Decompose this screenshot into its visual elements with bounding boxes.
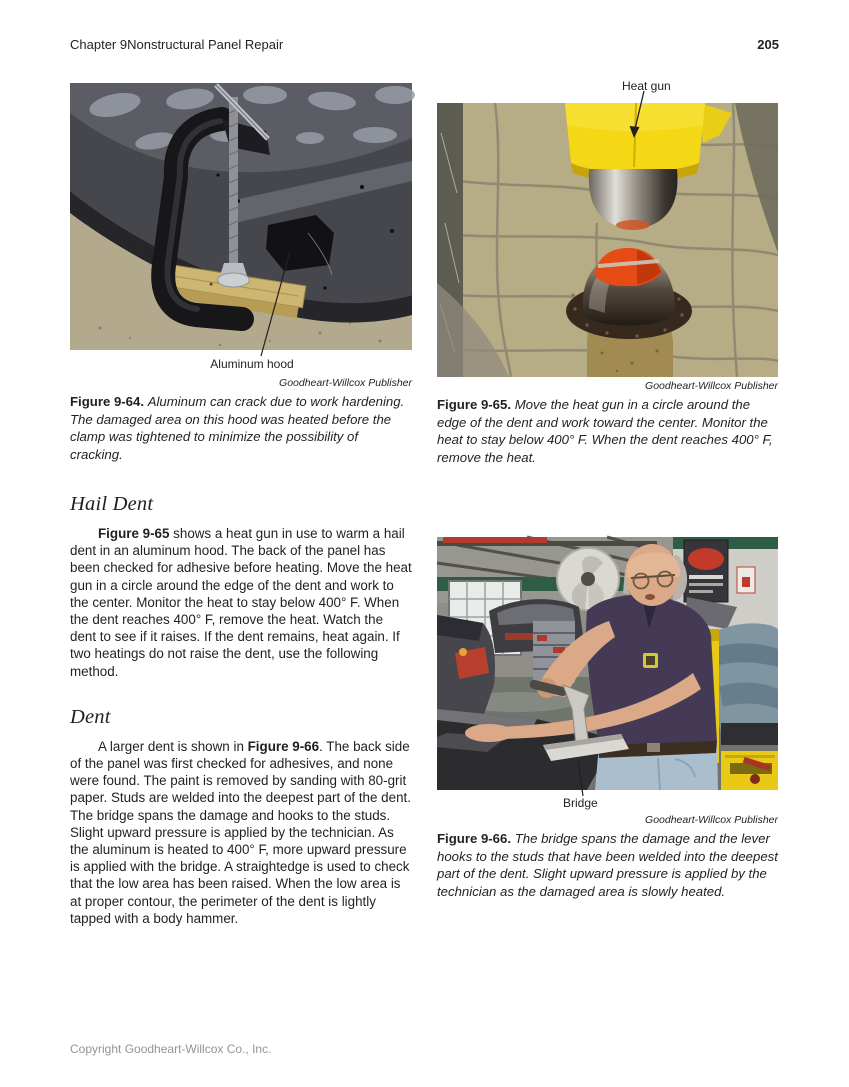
copyright-notice: Copyright Goodheart-Willcox Co., Inc. xyxy=(70,1042,272,1056)
chapter-number: Chapter 9 xyxy=(70,37,128,52)
figure-9-65-photo xyxy=(437,103,778,377)
left-column xyxy=(70,83,412,927)
figure-9-65-caption-number: Figure 9-65. xyxy=(437,397,512,412)
figure-9-66-label-row xyxy=(437,797,778,810)
figure-9-64-caption xyxy=(70,393,412,463)
paragraph-hail-dent: Figure 9-65 shows a heat gun in use to warm a hail dent in an aluminum hood. The back of the panel has been checked for adhesive before heating. Move the heat gun in a circle around the edge of the dent and work to the center. Monitor the heat to stay below 400° F. When the dent reaches 400° F, remove the heat. Watch the dent to see if it raises. If the dent remains, heat again. If two heatings do not raise the dent, use the following method. xyxy=(70,526,412,679)
figure-9-66-caption-number: Figure 9-66. xyxy=(437,831,512,846)
figure-9-65-photo-label: Heat gun xyxy=(622,79,671,93)
figure-9-65-credit: Goodheart-Willcox Publisher xyxy=(645,380,778,392)
heading-hail-dent: Hail Dent xyxy=(70,493,154,515)
car-poster xyxy=(684,540,728,602)
figure-9-64-caption-text: Aluminum can crack due to work hardening. The damaged area on this hood was heated before the clamp was tightened to minimize the possibility of cracking. xyxy=(70,394,405,462)
figure-9-65-label-row xyxy=(437,80,778,103)
figure-9-66-photo-label: Bridge xyxy=(563,796,598,810)
figure-9-64-credit: Goodheart-Willcox Publisher xyxy=(279,377,412,389)
figure-9-66-caption-text: The bridge spans the damage and the lever hooks to the studs that have been welded into the deepest part of the dent. Slight upward pressure is applied by the technician as the damaged area is slowly heated. xyxy=(437,831,778,899)
right-column xyxy=(437,79,778,899)
running-head-left xyxy=(70,37,283,52)
figure-9-66-photo xyxy=(437,537,778,790)
page-header xyxy=(70,37,779,52)
figure-9-66-caption xyxy=(437,830,778,900)
figure-9-66-credit: Goodheart-Willcox Publisher xyxy=(645,814,778,826)
figure-9-64 xyxy=(70,83,412,463)
chapter-title: Nonstructural Panel Repair xyxy=(127,37,284,52)
figure-9-64-caption-number: Figure 9-64. xyxy=(70,394,145,409)
car-left xyxy=(437,615,495,723)
figure-9-65 xyxy=(437,80,778,466)
page-number: 205 xyxy=(757,37,779,52)
paragraph-dent: A larger dent is shown in Figure 9-66. The back side of the panel was first checked for adhesives, and none were found. The paint is removed by sanding with 80-grit paper. Studs are welded into the deepest part of the dent. The bridge spans the damage and hooks to the studs. Slight upward pressure is applied by the technician. As the aluminum is heated to 400° F, more upward pressure is applied with the bridge. A straightedge is used to check that the low area has been raised. When the low area is at proper contour, the perimeter of the dent is lightly tapped with a body hammer. xyxy=(70,738,411,926)
figure-9-65-caption xyxy=(437,396,778,466)
figure-9-64-photo-label: Aluminum hood xyxy=(210,357,294,371)
fire-sign xyxy=(737,567,755,593)
figure-9-64-photo xyxy=(70,83,412,350)
figure-9-65-caption-text: Move the heat gun in a circle around the edge of the dent and work toward the center. Monitor the heat to stay below 400° F. When the dent reaches 400° F, remove the heat. xyxy=(437,397,773,465)
figure-9-66 xyxy=(437,537,778,900)
heading-dent: Dent xyxy=(70,705,111,728)
